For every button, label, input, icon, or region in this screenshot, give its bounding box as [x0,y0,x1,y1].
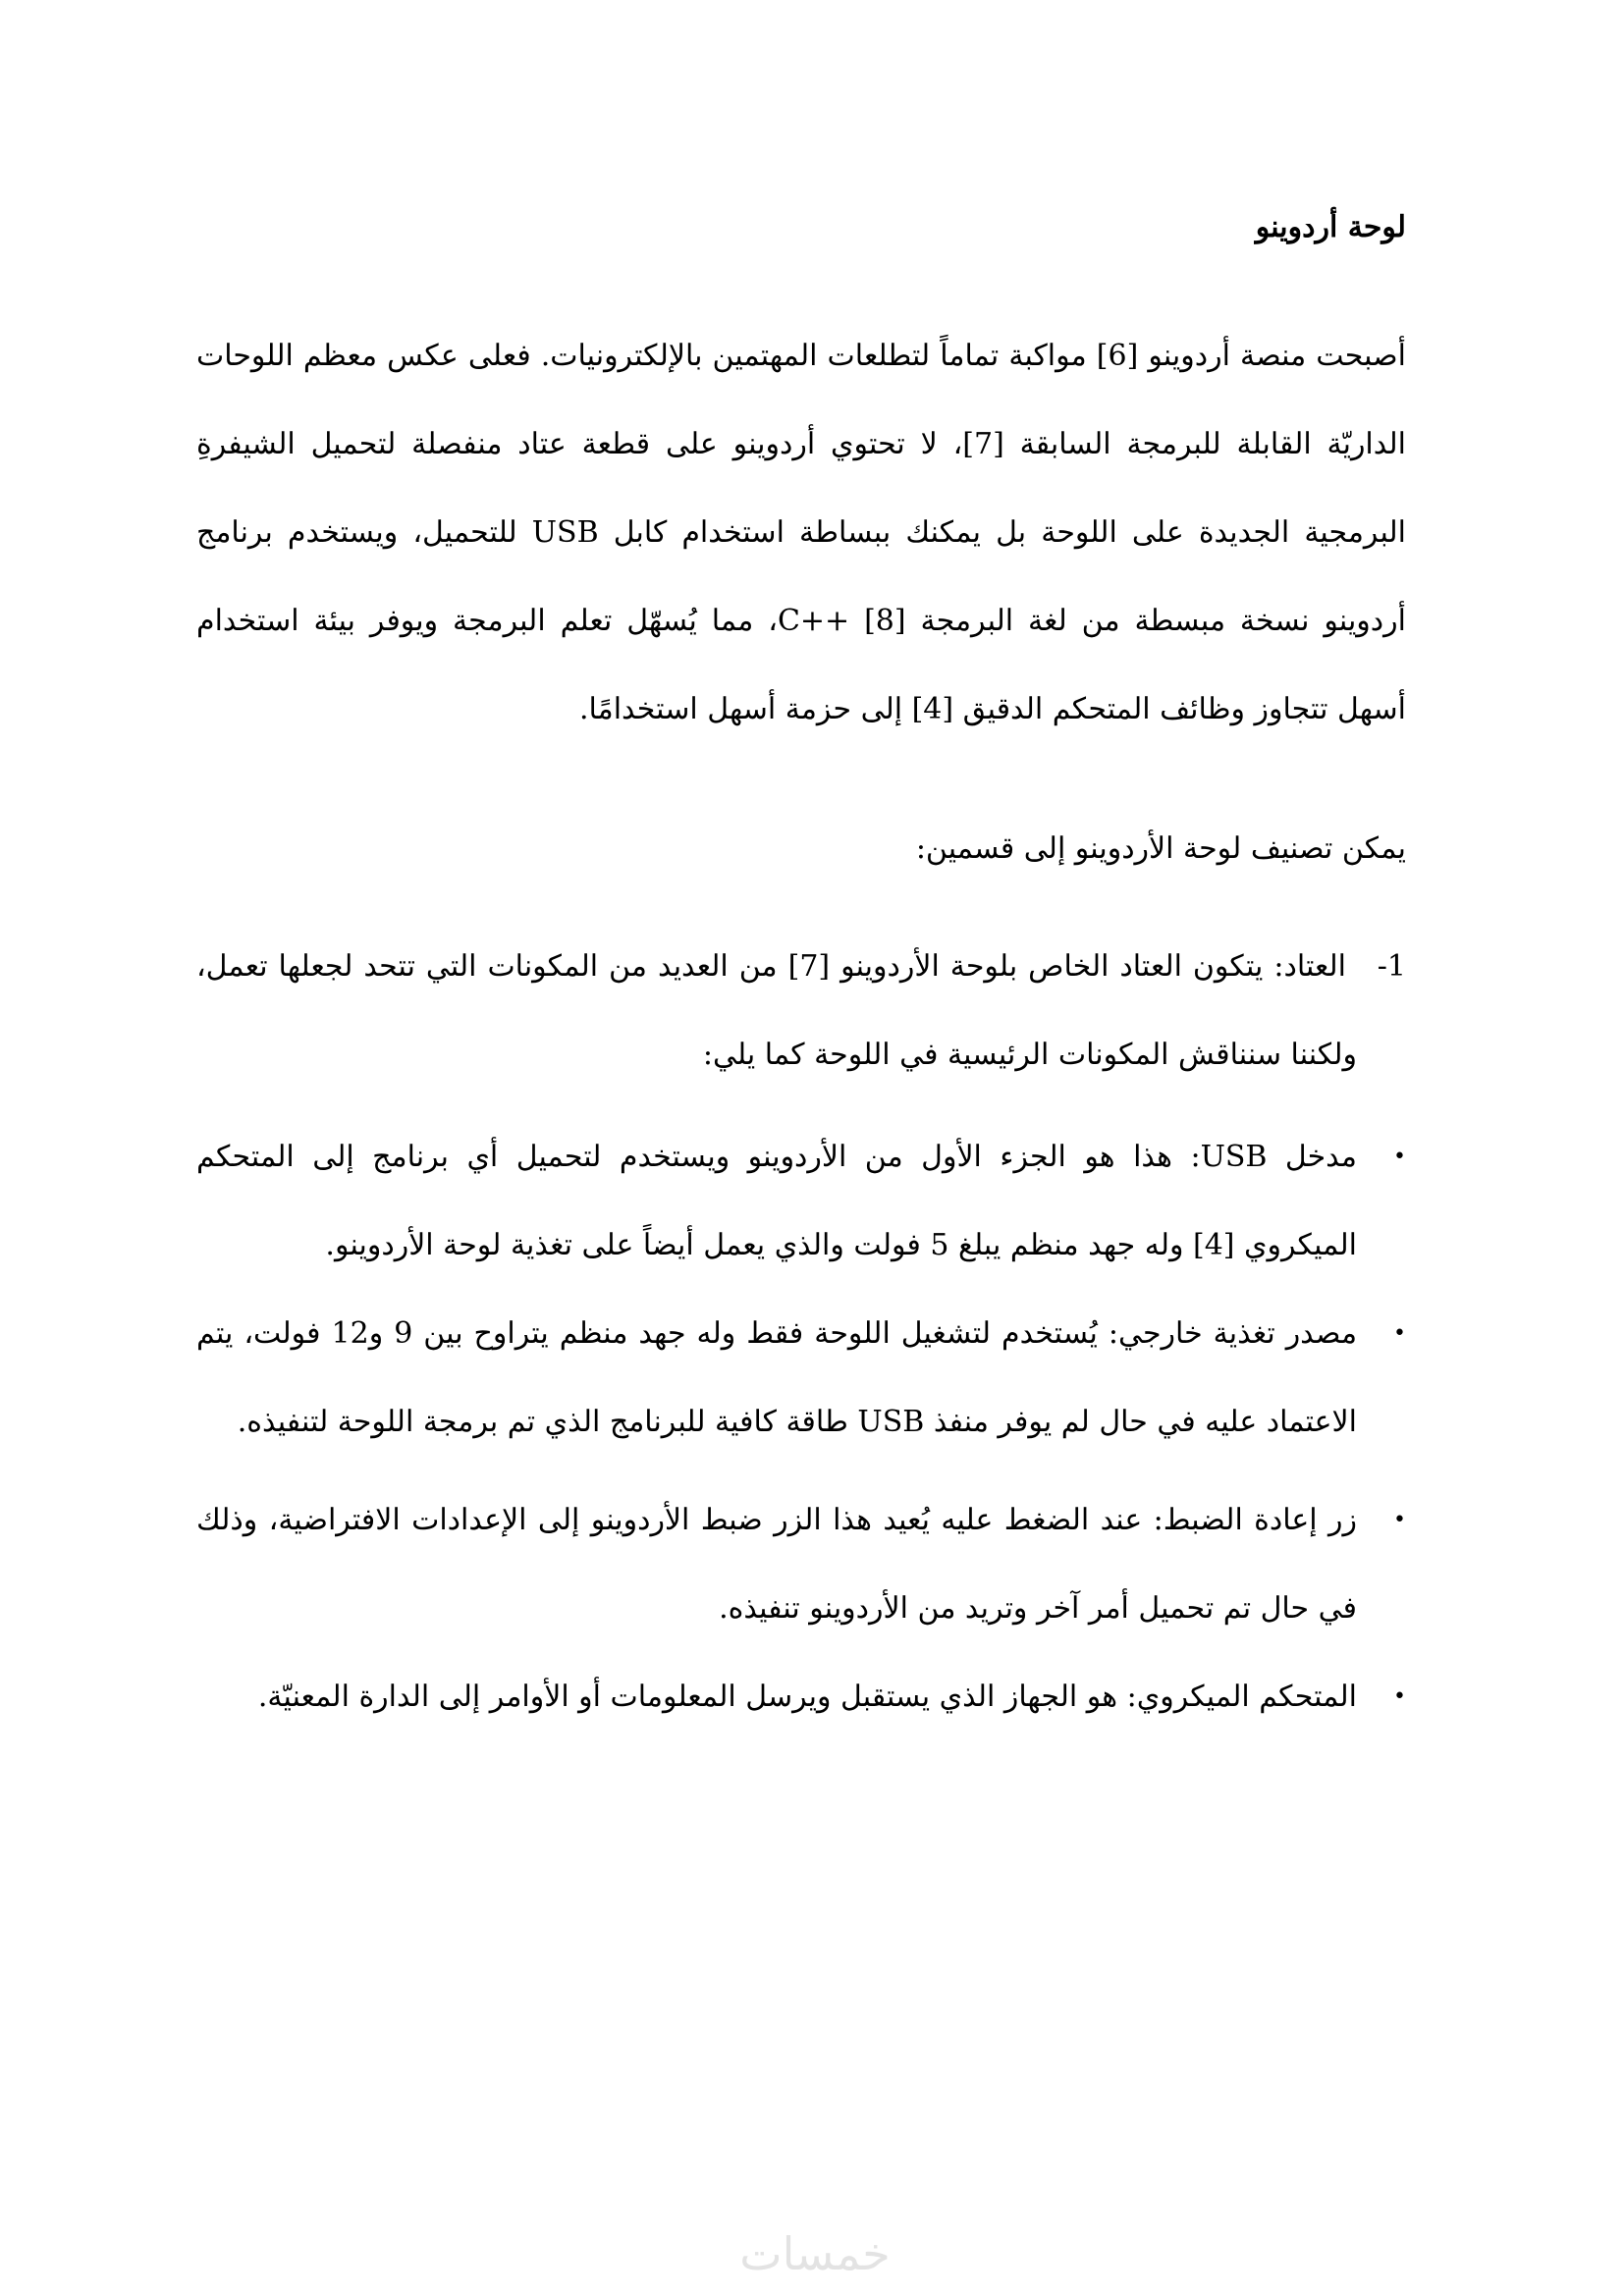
numbered-item-hardware [196,923,1406,1099]
list-item-microcontroller [196,1653,1406,1741]
intro-paragraph: أصبحت منصة أردوينو [6] مواكبة تماماً لتطلعات المهتمين بالإلكترونيات. فعلى عكس معظم اللوحات الداريّة القابلة للبرمجة السابقة [7]، لا تحتوي أردوينو على قطعة عتاد منفصلة لتحميل الشيفرةِ البرمجية الجديدة على اللوحة بل يمكنك ببساطة استخدام كابل USB للتحميل، ويستخدم برنامج أردوينو نسخة مبسطة من لغة البرمجة C++ [8]، مما يُسهّل تعلم البرمجة ويوفر بيئة استخدام أسهل تتجاوز وظائف المتحكم الدقيق [4] إلى حزمة أسهل استخدامًا. [196,339,1406,726]
list-item-external-power [196,1290,1406,1467]
bullet-icon: • [1393,1508,1406,1532]
list-item-text: مدخل USB: هذا هو الجزء الأول من الأردوينو ويستخدم لتحميل أي برنامج إلى المتحكم الميكروي [4] وله جهد منظم يبلغ 5 فولت والذي يعمل أيضاً على تغذية لوحة الأردوينو. [196,1140,1357,1262]
page-title: لوحة أردوينو [1255,210,1406,244]
list-item-text: زر إعادة الضبط: عند الضغط عليه يُعيد هذا الزر ضبط الأردوينو إلى الإعدادات الافتراضية، وذلك في حال تم تحميل أمر آخر وتريد من الأردوينو تنفيذه. [196,1503,1357,1626]
bullet-icon: • [1393,1145,1406,1169]
list-item-text: مصدر تغذية خارجي: يُستخدم لتشغيل اللوحة فقط وله جهد منظم يتراوح بين 9 و12 فولت، يتم الاعتماد عليه في حال لم يوفر منفذ USB طاقة كافية للبرنامج الذي تم برمجة اللوحة لتنفيذه. [196,1316,1358,1439]
numbered-item-text: العتاد: يتكون العتاد الخاص بلوحة الأردوينو [7] من العديد من المكونات التي تتحد لجعلها تعمل، ولكننا سنناقش المكونات الرئيسية في اللوحة كما يلي: [196,949,1357,1072]
bullet-icon: • [1393,1321,1406,1346]
components-list [196,1113,1406,1741]
list-item-text: المتحكم الميكروي: هو الجهاز الذي يستقبل ويرسل المعلومات أو الأوامر إلى الدارة المعنيّة. [257,1680,1357,1714]
bullet-icon: • [1393,1684,1406,1709]
list-item-reset-button [196,1476,1406,1653]
watermark-logo: خمسات [739,2227,891,2280]
list-item-usb [196,1113,1406,1290]
classification-intro: يمكن تصنيف لوحة الأردوينو إلى قسمين: [915,831,1406,866]
item-number: 1- [1377,949,1406,984]
